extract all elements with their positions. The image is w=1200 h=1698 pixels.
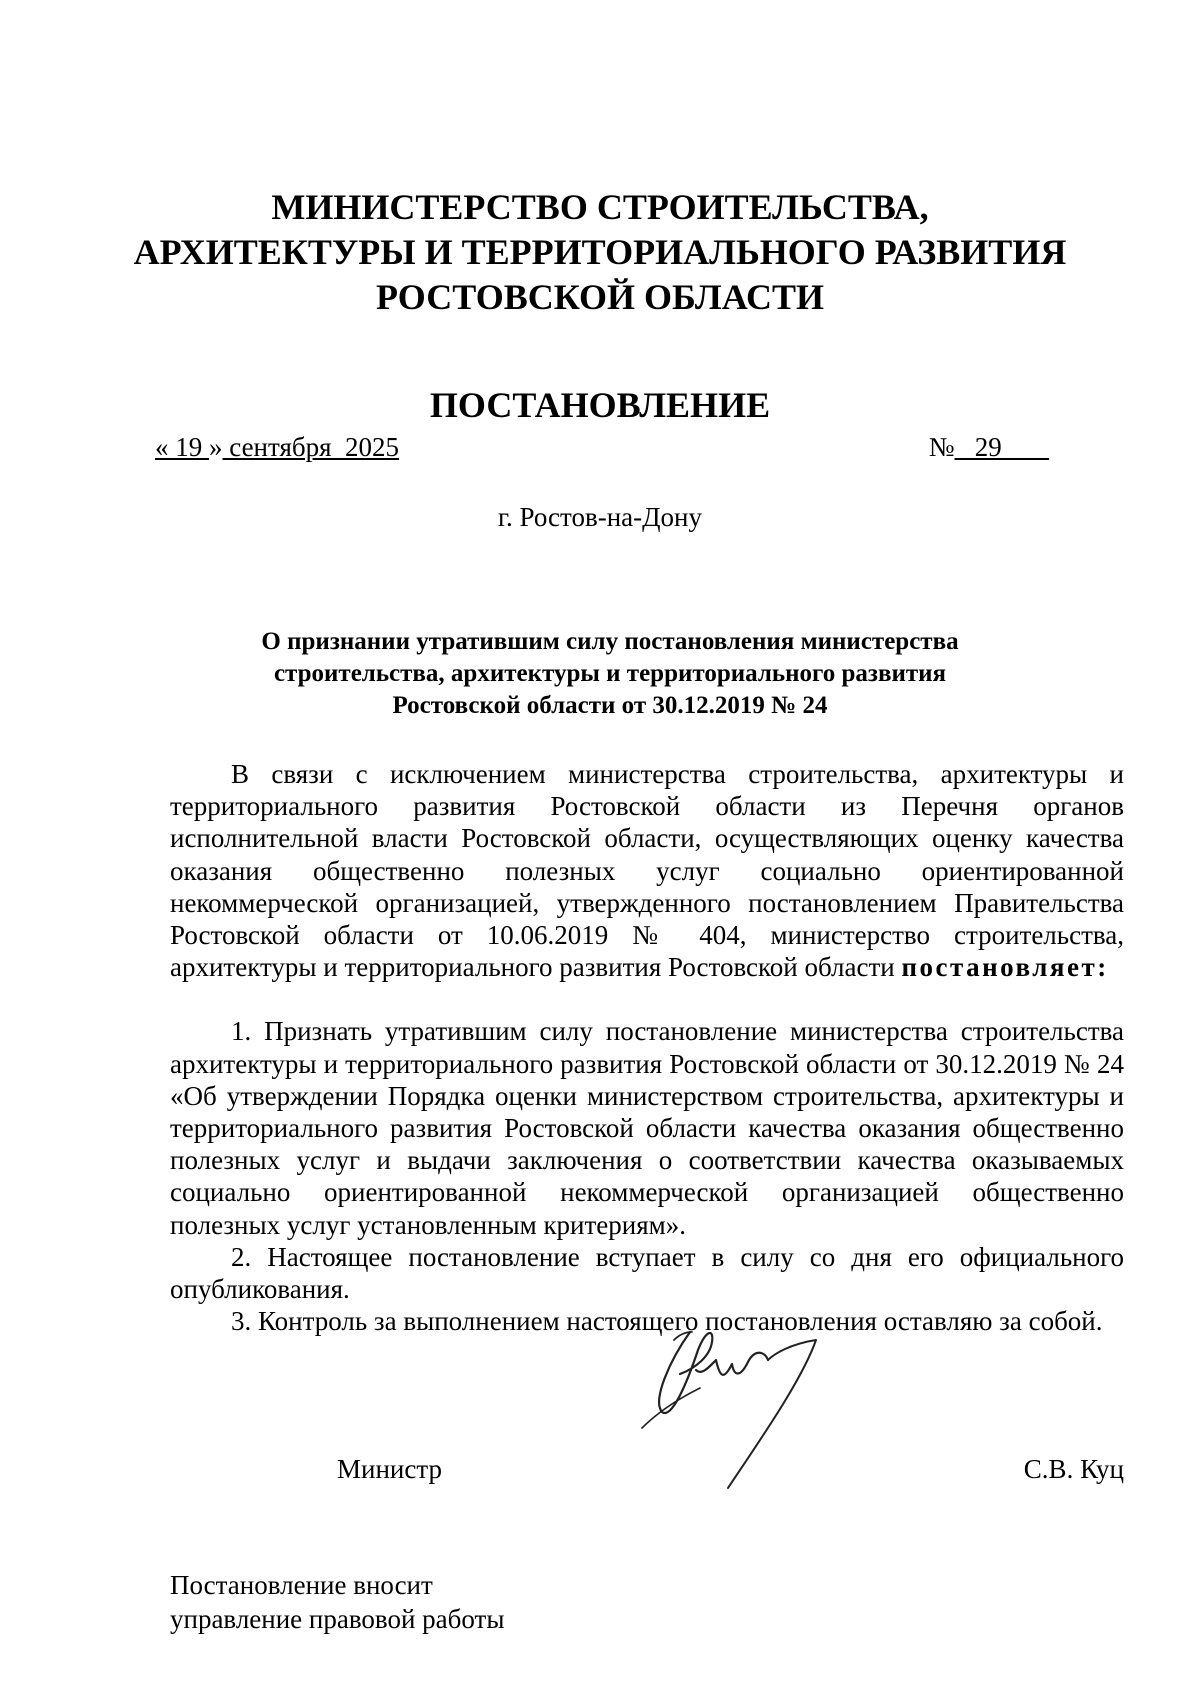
decree-item: 2. Настоящее постановление вступает в силу со дня его официального опубликования. — [170, 1241, 1124, 1305]
document-city: г. Ростов-на-Дону — [497, 502, 702, 532]
submitted-by-note — [170, 1568, 504, 1636]
signatory-role: Министр — [337, 1454, 442, 1484]
date-month-year: сентября 2025 — [222, 432, 400, 462]
submitted-by-line: Постановление вносит — [170, 1570, 433, 1600]
decree-word: постановляет: — [901, 952, 1109, 983]
document-subject — [170, 626, 1050, 722]
date-close-quote: » — [209, 432, 223, 462]
date-day: 19 — [168, 432, 209, 462]
number-value: 29 _ — [954, 432, 1049, 462]
subject-line: Ростовской области от 30.12.2019 № 24 — [392, 692, 828, 719]
ministry-name-line: АРХИТЕКТУРЫ И ТЕРРИТОРИАЛЬНОГО РАЗВИТИЯ — [133, 232, 1067, 272]
document-type-title: ПОСТАНОВЛЕНИЕ — [429, 385, 771, 425]
subject-line: О признании утратившим силу постановления министерства — [261, 628, 959, 655]
document-body — [170, 758, 1124, 1337]
preamble-paragraph — [170, 758, 1124, 983]
ministry-name-line: МИНИСТЕРСТВО СТРОИТЕЛЬСТВА, — [271, 187, 929, 227]
signatory-name: С.В. Куц — [1023, 1454, 1124, 1484]
number-sign: № — [928, 432, 955, 462]
decree-item: 1. Признать утратившим силу постановление министерства строительства архитектуры и территориального развития Ростовской области от 30.12.2019 № 24 «Об утверждении Порядка оценки министерством строительства, архитектуры и территориального развития Ростовской области качества оказания общественно полезных услуг и выдачи заключения о соответствии качества оказываемых социально ориентированной некоммерческой организацией общественно полезных услуг установленным критериям». — [170, 1016, 1124, 1240]
subject-line: строительства, архитектуры и территориального развития — [273, 660, 947, 687]
ministry-name-line: РОСТОВСКОЙ ОБЛАСТИ — [376, 277, 824, 317]
ministry-name — [0, 185, 1200, 320]
preamble-text: В связи с исключением министерства строительства, архитектуры и территориального развития Ростовской области из Перечня органов исполнительной власти Ростовской области, осуществляющих оценку качества оказания общественно полезных услуг социально ориентированной некоммерческой организацией, утвержденного постановлением Правительства Ростовской области от 10.06.2019 № 404, министерство строительства, архитектуры и территориального развития Ростовской области — [170, 759, 1124, 983]
document-number — [0, 430, 1049, 464]
decree-item: 3. Контроль за выполнением настоящего постановления оставляю за собой. — [231, 1306, 1103, 1337]
submitted-by-line: управление правовой работы — [170, 1604, 505, 1634]
date-open-quote: « — [155, 432, 169, 462]
